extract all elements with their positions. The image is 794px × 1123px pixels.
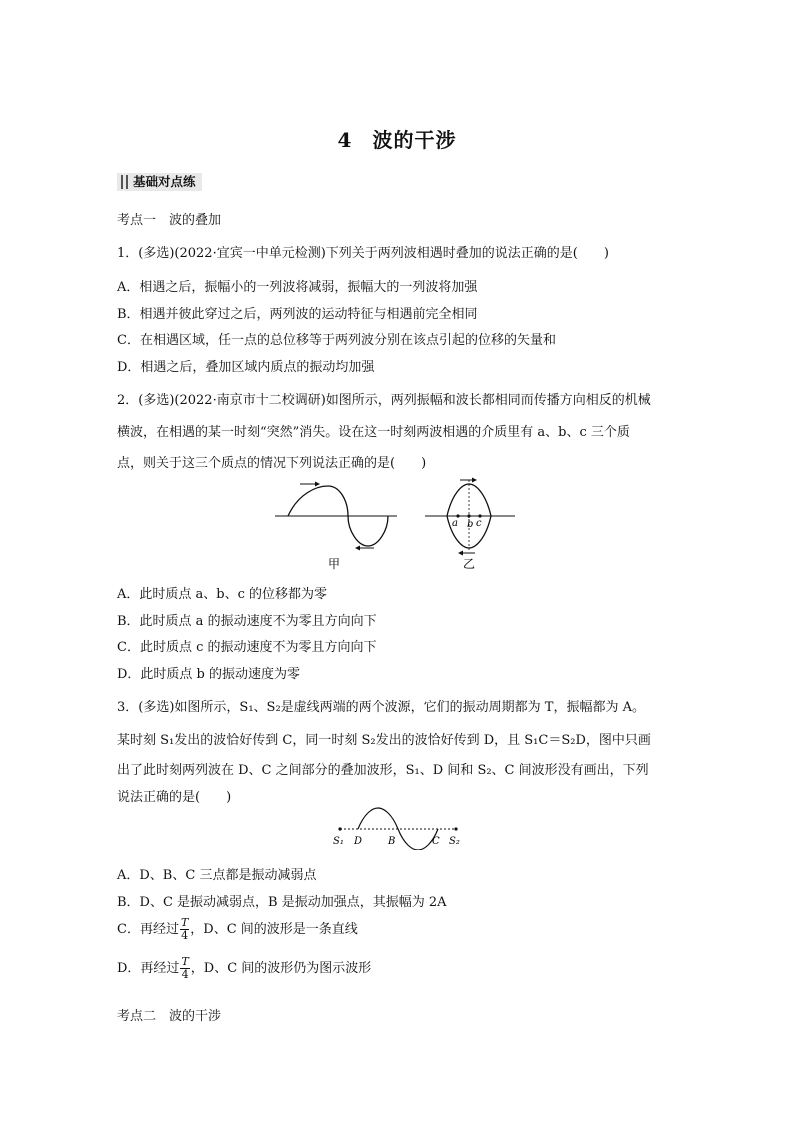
q3-option-d-prefix: D．再经过 [117,961,180,976]
fraction-numerator: T [181,955,189,968]
q3-option-d-suffix: ，D、C 间的波形仍为图示波形 [190,961,372,976]
s1-dot [338,827,341,830]
badge-label: 基础对点练 [133,174,196,189]
q3-figure [328,804,468,850]
section-badge [117,173,202,191]
q3-stem-line4: 说法正确的是( ) [117,790,232,805]
section-heading-1: 考点一 波的叠加 [117,213,222,228]
point-b-label: b [467,519,474,530]
title-text: 波的干涉 [372,128,457,152]
fraction-numerator: T [180,916,189,929]
arrow-left-icon [458,551,463,556]
q2-option-a: A．此时质点 a、b、c 的位移都为零 [117,587,328,602]
s2-dot [454,827,457,830]
arrow-right-icon [472,478,477,483]
q2-stem-line3: 点，则关于这三个质点的情况下列说法正确的是( ) [117,456,427,471]
point-c-label: c [476,518,482,529]
arrow-right-icon [315,482,320,487]
q2-stem-line1: 2．(多选)(2022·南京市十二校调研)如图所示，两列振幅和波长都相同而传播方向相反的机械 [117,393,651,408]
label-c: C [432,836,440,847]
q3-option-c-suffix: ，D、C 间的波形是一条直线 [190,922,358,937]
point-b-dot [467,514,470,517]
q3-option-d [117,956,371,981]
label-s2: S₂ [449,836,460,847]
q1-option-d: D．相遇之后，叠加区域内质点的振动均加强 [117,360,375,375]
badge-bar-icon [126,175,128,189]
label-s1: S₁ [333,836,344,847]
point-a-label: a [452,518,458,529]
arrow-left-icon [355,546,360,551]
q1-stem: 1．(多选)(2022·宜宾一中单元检测)下列关于两列波相遇时叠加的说法正确的是( ) [117,246,609,261]
q3-option-a: A．D、B、C 三点都是振动减弱点 [117,868,317,883]
fraction-denominator: 4 [181,968,189,981]
q3-option-c-prefix: C．再经过 [117,922,179,937]
figure-yi-label: 乙 [463,557,476,571]
figure-jia-wave [275,482,397,551]
q2-option-c: C．此时质点 c 的振动速度不为零且方向向下 [117,640,377,655]
label-d: D [354,836,363,847]
q3-stem-line2: 某时刻 S₁发出的波恰好传到 C，同一时刻 S₂发出的波恰好传到 D，且 S₁C＝S₂D，图中只画 [117,733,651,748]
q1-option-b: B．相遇并彼此穿过之后，两列波的运动特征与相遇前完全相同 [117,307,478,322]
label-b: B [388,836,396,847]
fraction-t-over-4 [180,956,189,981]
q2-option-b: B．此时质点 a 的振动速度不为零且方向向下 [117,614,377,629]
q2-figure [270,476,530,576]
q1-option-c: C．在相遇区域，任一点的总位移等于两列波分别在该点引起的位移的矢量和 [117,333,556,348]
section-heading-2: 考点二 波的干涉 [117,1009,222,1024]
page-title [0,124,794,153]
figure-jia-label: 甲 [328,557,341,571]
q3-stem-line3: 出了此时刻两列波在 D、C 之间部分的叠加波形，S₁、D 间和 S₂、C 间波形没有画出，下列 [117,763,649,778]
q2-option-d: D．此时质点 b 的振动速度为零 [117,667,301,682]
fraction-t-over-4 [180,917,189,942]
title-number: 4 [337,128,353,152]
q2-stem-line2: 横波，在相遇的某一时刻“突然”消失。设在这一时刻两波相遇的介质里有 a、b、c 三个质 [117,425,630,440]
figure-yi-wave [425,478,515,556]
fraction-denominator: 4 [181,929,189,942]
q3-option-b: B．D、C 是振动减弱点，B 是振动加强点，其振幅为 2A [117,895,447,910]
q3-stem-line1: 3．(多选)如图所示，S₁、S₂是虚线两端的两个波源，它们的振动周期都为 T，振幅都为 A。 [117,700,645,715]
badge-bar-icon [121,175,123,189]
q1-option-a: A．相遇之后，振幅小的一列波将减弱，振幅大的一列波将加强 [117,280,478,295]
q3-option-c [117,917,358,942]
